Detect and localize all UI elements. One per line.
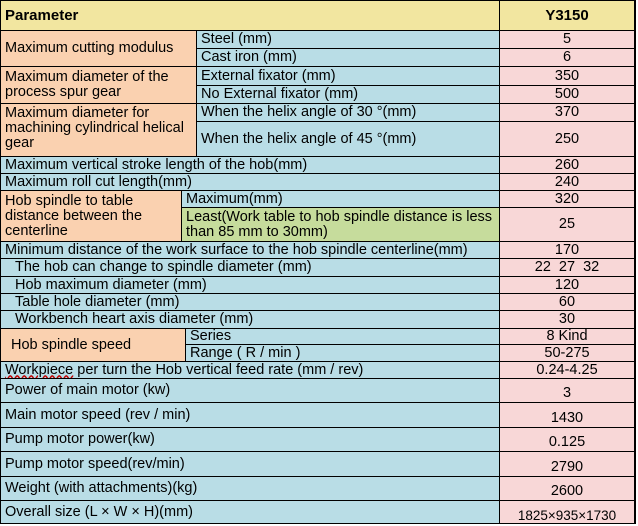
hob-speed-series-value: 8 Kind [500, 329, 635, 345]
min-distance-label: Minimum distance of the work surface to the hob spindle centerline(mm) [1, 242, 500, 259]
cut-modulus-iron: Cast iron (mm) [197, 49, 500, 67]
feed-rate-label-rest: per turn the Hob vertical feed rate (mm / rev) [73, 362, 364, 378]
min-distance-value: 170 [500, 242, 635, 259]
helical-30-value: 370 [500, 104, 635, 122]
overall-size-label: Overall size (L × W × H)(mm) [1, 501, 500, 524]
feed-rate-label [1, 362, 500, 379]
spur-external: External fixator (mm) [197, 67, 500, 86]
vertical-stroke-value: 260 [500, 157, 635, 174]
spindle-distance-max: Maximum(mm) [182, 191, 500, 208]
spindle-distance-least: Least(Work table to hob spindle distance is less than 85 mm to 30mm) [182, 208, 500, 242]
spindle-distance-max-value: 320 [500, 191, 635, 208]
cut-modulus-steel: Steel (mm) [197, 31, 500, 49]
vertical-stroke-label: Maximum vertical stroke length of the hob(mm) [1, 157, 500, 174]
helical-45: When the helix angle of 45 °(mm) [197, 122, 500, 157]
main-motor-speed-label: Main motor speed (rev / min) [1, 403, 500, 428]
roll-cut-value: 240 [500, 174, 635, 191]
helical-gear-label: Maximum diameter for machining cylindrical helical gear [1, 104, 197, 157]
spur-no-external-value: 500 [500, 86, 635, 104]
table-hole-value: 60 [500, 294, 635, 311]
hob-max-value: 120 [500, 277, 635, 294]
spur-external-value: 350 [500, 67, 635, 86]
hob-speed-range: Range ( R / min ) [186, 345, 500, 362]
cut-modulus-iron-value: 6 [500, 49, 635, 67]
hob-speed-range-value: 50-275 [500, 345, 635, 362]
main-motor-power-label: Power of main motor (kw) [1, 379, 500, 403]
spindle-distance-least-value: 25 [500, 208, 635, 242]
feed-rate-label-underlined: Workpiece [5, 362, 74, 378]
pump-power-value: 0.125 [500, 428, 635, 452]
spindle-distance-label: Hob spindle to table distance between the centerline [1, 191, 182, 242]
workbench-label: Workbench heart axis diameter (mm) [1, 311, 500, 329]
hob-change-label: The hob can change to spindle diameter (mm) [1, 259, 500, 277]
cut-modulus-label: Maximum cutting modulus [1, 31, 197, 67]
feed-rate-value: 0.24-4.25 [500, 362, 635, 379]
workbench-value: 30 [500, 311, 635, 329]
hob-change-value: 22 27 32 [500, 259, 635, 277]
main-motor-speed-value: 1430 [500, 403, 635, 428]
pump-power-label: Pump motor power(kw) [1, 428, 500, 452]
overall-size-value: 1825×935×1730 [500, 501, 635, 524]
pump-speed-value: 2790 [500, 452, 635, 477]
hob-max-label: Hob maximum diameter (mm) [1, 277, 500, 294]
spur-gear-label: Maximum diameter of the process spur gear [1, 67, 197, 104]
roll-cut-label: Maximum roll cut length(mm) [1, 174, 500, 191]
helical-30: When the helix angle of 30 °(mm) [197, 104, 500, 122]
helical-45-value: 250 [500, 122, 635, 157]
pump-speed-label: Pump motor speed(rev/min) [1, 452, 500, 477]
hob-speed-label: Hob spindle speed [1, 329, 186, 362]
header-model: Y3150 [500, 1, 635, 31]
cut-modulus-steel-value: 5 [500, 31, 635, 49]
spur-no-external: No External fixator (mm) [197, 86, 500, 104]
weight-value: 2600 [500, 477, 635, 501]
header-parameter: Parameter [1, 1, 500, 31]
main-motor-power-value: 3 [500, 379, 635, 403]
hob-speed-series: Series [186, 329, 500, 345]
weight-label: Weight (with attachments)(kg) [1, 477, 500, 501]
table-hole-label: Table hole diameter (mm) [1, 294, 500, 311]
